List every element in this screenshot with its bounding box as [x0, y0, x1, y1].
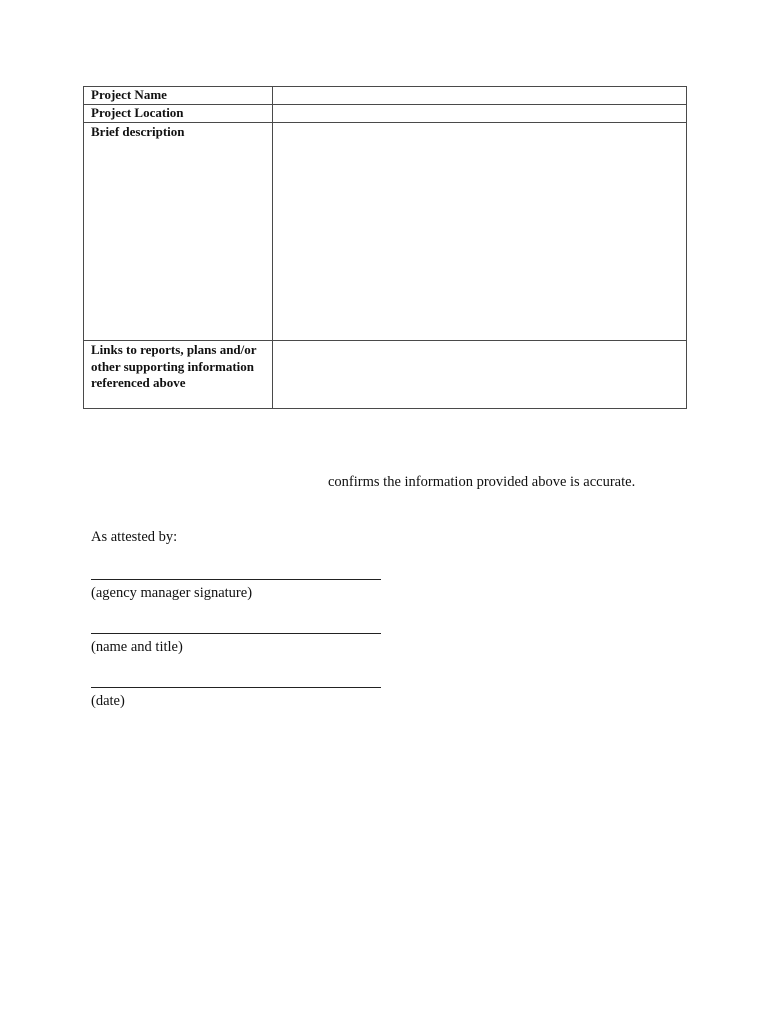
name-title-caption: (name and title) [91, 639, 183, 655]
table-row-project-location [84, 105, 687, 123]
brief-description-field[interactable] [273, 123, 687, 341]
table-row-brief-description [84, 123, 687, 341]
brief-description-label: Brief description [84, 123, 273, 341]
links-label: Links to reports, plans and/or other supporting information referenced above [84, 341, 273, 409]
date-line[interactable] [91, 687, 381, 688]
table-row-project-name [84, 87, 687, 105]
project-location-label: Project Location [84, 105, 273, 123]
project-name-field[interactable] [273, 87, 687, 105]
date-caption: (date) [91, 693, 125, 709]
name-title-line[interactable] [91, 633, 381, 634]
links-field[interactable] [273, 341, 687, 409]
project-info-table [83, 86, 687, 409]
attested-by-heading: As attested by: [91, 529, 178, 545]
project-name-label: Project Name [84, 87, 273, 105]
confirmation-statement: confirms the information provided above is accurate. [328, 474, 636, 490]
project-location-field[interactable] [273, 105, 687, 123]
signature-line[interactable] [91, 579, 381, 580]
signature-caption: (agency manager signature) [91, 585, 253, 601]
table-row-links [84, 341, 687, 409]
